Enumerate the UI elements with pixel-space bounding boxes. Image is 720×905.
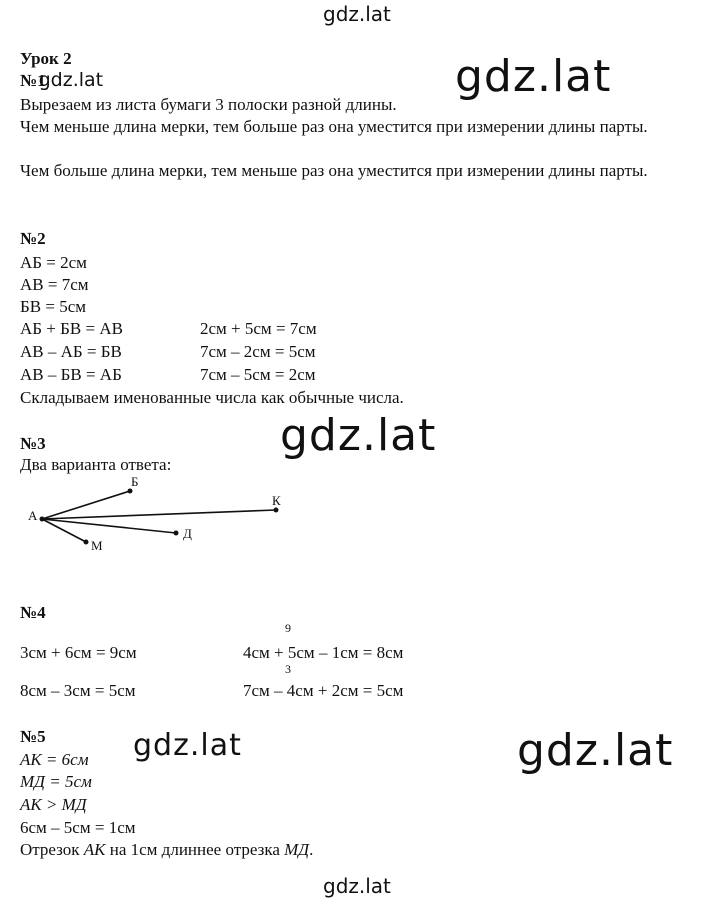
task5-line5-d: МД <box>284 840 310 859</box>
label-k: К <box>272 493 281 508</box>
point-d <box>174 531 179 536</box>
label-m: М <box>91 538 103 553</box>
task1-number <box>20 70 103 91</box>
watermark-top: gdz.lat <box>323 2 391 26</box>
task5-line2: МД = 5см <box>20 772 92 791</box>
task1-para2: Чем меньше длина мерки, тем больше раз она уместится при измерении длины парты. <box>20 117 648 136</box>
watermark-big-3: gdz.lat <box>133 728 242 763</box>
task4-right: 4см + 5см – 1см = 8см <box>243 643 404 662</box>
point-m <box>84 540 89 545</box>
task2-eq-left: АВ – БВ = АБ <box>20 365 122 384</box>
task2-note: Складываем именованные числа как обычные числа. <box>20 388 404 407</box>
task4-hint: 3 <box>285 662 291 676</box>
task2-eq-left: АБ + БВ = АВ <box>20 319 123 338</box>
task5-number: №5 <box>20 727 46 746</box>
task2-eq-right: 7см – 5см = 2см <box>200 365 316 384</box>
segment-ad <box>42 519 176 533</box>
task1-line1: Вырезаем из листа бумаги 3 полоски разной длины. <box>20 95 397 114</box>
watermark-big-1: gdz.lat <box>455 51 612 102</box>
task2-eq-left: АВ – АБ = БВ <box>20 342 122 361</box>
watermark-bottom: gdz.lat <box>323 874 391 898</box>
task3-intro: Два варианта ответа: <box>20 455 172 474</box>
task2-line: БВ = 5см <box>20 297 86 316</box>
task5-line3: АК > МД <box>20 795 87 814</box>
task5-line5-b: АК <box>83 840 106 859</box>
segment-ab <box>42 491 130 519</box>
watermark-big-4: gdz.lat <box>517 725 674 776</box>
task2-number: №2 <box>20 229 46 248</box>
task4-right: 7см – 4см + 2см = 5см <box>243 681 404 700</box>
task5-line5 <box>20 839 313 860</box>
point-b <box>128 489 133 494</box>
segment-ak <box>42 510 276 519</box>
task1-para3: Чем больше длина мерки, тем меньше раз она уместится при измерении длины парты. <box>20 161 648 180</box>
task5-line5-a: Отрезок <box>20 840 84 859</box>
segments-diagram <box>0 470 320 560</box>
watermark-big-2: gdz.lat <box>280 410 437 461</box>
point-a <box>40 517 45 522</box>
task5-line5-c: на 1см длиннее отрезка <box>105 840 285 859</box>
task4-left: 8см – 3см = 5см <box>20 681 136 700</box>
task2-line: АВ = 7см <box>20 275 89 294</box>
task2-line: АБ = 2см <box>20 253 87 272</box>
task3-number: №3 <box>20 434 46 453</box>
label-b: Б <box>131 474 139 489</box>
task2-eq-right: 2см + 5см = 7см <box>200 319 317 338</box>
task4-number: №4 <box>20 603 46 622</box>
label-a: А <box>28 508 38 523</box>
task5-line1 <box>20 749 89 770</box>
point-k <box>274 508 279 513</box>
task5-line1-text: АК = 6см <box>20 750 89 769</box>
watermark-inline: gdz.lat <box>38 69 104 91</box>
task2-eq-right: 7см – 2см = 5см <box>200 342 316 361</box>
task4-hint: 9 <box>285 621 291 635</box>
lesson-title: Урок 2 <box>20 49 72 68</box>
label-d: Д <box>183 526 192 541</box>
task1-num: №1 <box>20 71 46 90</box>
task5-line5-e: . <box>309 840 314 859</box>
task5-line4: 6см – 5см = 1см <box>20 818 136 837</box>
task4-left: 3см + 6см = 9см <box>20 643 137 662</box>
